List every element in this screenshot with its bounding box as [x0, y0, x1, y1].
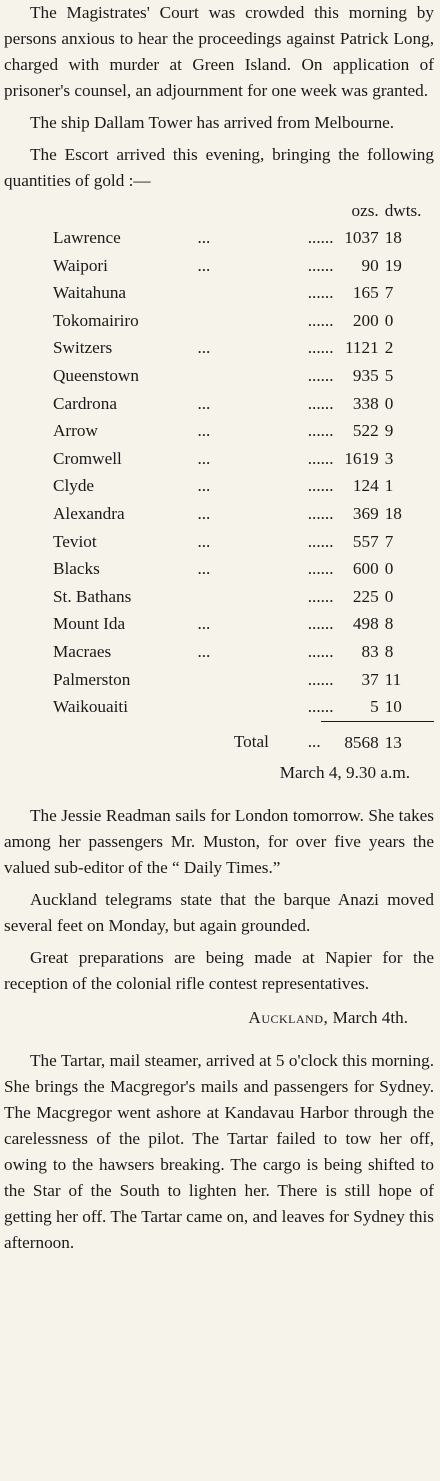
leader-dots: ...	[320, 255, 334, 275]
gold-table-row	[4, 445, 434, 473]
gold-table-row	[4, 610, 434, 638]
dwts-value: 1	[384, 476, 394, 496]
leader-dots: ...	[320, 338, 334, 358]
ozs-value	[321, 500, 385, 528]
dwts-value: 0	[384, 559, 394, 579]
place-name: Blacks	[53, 559, 100, 579]
gold-table-row	[4, 666, 434, 694]
leader-dots: ...	[307, 559, 321, 579]
leader-dots: ...	[197, 614, 211, 634]
dateline-place: Auckland,	[248, 1007, 329, 1027]
leader-dots: ...	[197, 476, 211, 496]
ozs-value	[321, 666, 385, 694]
ozs-number: 5	[370, 697, 379, 717]
place-name: Palmerston	[53, 669, 131, 689]
gold-table-row	[4, 693, 434, 721]
ozs-number: 1121	[344, 338, 379, 358]
leader-dots: ...	[320, 669, 334, 689]
place-name: Switzers	[53, 338, 113, 358]
place-name: Cardrona	[53, 393, 117, 413]
place-name: Alexandra	[53, 503, 125, 523]
dateline-auckland	[4, 1005, 434, 1031]
dwts-value: 8	[384, 614, 394, 634]
ozs-number: 935	[352, 365, 379, 385]
leader-dots	[197, 279, 268, 307]
gold-table-row	[4, 417, 434, 445]
leader-dots: ...	[197, 393, 211, 413]
ozs-number: 600	[352, 559, 379, 579]
ozs-value	[321, 279, 385, 307]
leader-dots: ...	[197, 531, 211, 551]
dwts-value: 0	[384, 586, 394, 606]
place-name: Waipori	[53, 255, 108, 275]
place-name: Teviot	[53, 531, 97, 551]
leader-dots: ...	[197, 641, 211, 661]
gold-table-row	[4, 638, 434, 666]
leader-dots: ...	[320, 614, 334, 634]
gold-table-row	[4, 555, 434, 583]
leader-dots: ...	[307, 365, 321, 385]
leader-dots	[197, 362, 268, 390]
place-name: Cromwell	[53, 448, 122, 468]
dwts-value: 0	[384, 310, 394, 330]
ozs-number: 1037	[344, 228, 379, 247]
ozs-number: 225	[352, 586, 379, 606]
leader-dots: ...	[307, 228, 321, 247]
leader-dots: ...	[307, 697, 321, 717]
leader-dots: ...	[320, 641, 334, 661]
leader-dots: ...	[307, 255, 321, 275]
dwts-value: 7	[384, 531, 394, 551]
dateline-date: March 4th.	[328, 1007, 408, 1027]
ozs-number: 338	[352, 393, 379, 413]
place-name: Arrow	[53, 421, 98, 441]
gold-table-units-row	[4, 198, 434, 224]
leader-dots: ...	[320, 448, 334, 468]
place-name: Macraes	[53, 641, 112, 661]
ozs-value	[321, 583, 385, 611]
gold-table-row	[4, 528, 434, 556]
ozs-value	[321, 252, 385, 280]
dwts-value: 18	[384, 228, 402, 247]
leader-dots: ...	[320, 310, 334, 330]
leader-dots: ...	[307, 283, 321, 303]
leader-dots	[197, 583, 268, 611]
paragraph-ship: The ship Dallam Tower has arrived from Melbourne.	[30, 113, 395, 132]
dwts-value: 11	[384, 669, 402, 689]
gold-table-total-row	[4, 721, 434, 764]
leader-dots: ...	[307, 448, 321, 468]
leader-dots: ...	[197, 338, 211, 358]
leader-dots: ...	[307, 421, 321, 441]
leader-dots: ...	[307, 641, 321, 661]
total-spacer	[4, 721, 197, 764]
paragraph-escort: The Escort arrived this evening, bringing the following quantities of gold :—	[4, 145, 434, 190]
ozs-number: 522	[352, 421, 379, 441]
leader-dots: ...	[320, 283, 334, 303]
paragraph-anazi: Auckland telegrams state that the barque Anazi moved several feet on Monday, but again grounded.	[4, 889, 434, 935]
leader-dots: ...	[307, 732, 321, 752]
dwts-value: 19	[384, 255, 402, 275]
place-name: Tokomairiro	[53, 310, 139, 330]
leader-dots: ...	[307, 586, 321, 606]
leader-dots: ...	[320, 393, 334, 413]
gold-table-row	[4, 307, 434, 335]
leader-dots: ...	[197, 559, 211, 579]
leader-dots: ...	[320, 421, 334, 441]
leader-dots: ...	[307, 531, 321, 551]
gold-table	[4, 198, 434, 764]
gold-table-row	[4, 390, 434, 418]
gold-table-row	[4, 472, 434, 500]
ozs-value	[321, 362, 385, 390]
leader-dots: ...	[320, 476, 334, 496]
dwts-value: 2	[384, 338, 394, 358]
place-name: Waitahuna	[53, 283, 127, 303]
leader-dots: ...	[197, 448, 211, 468]
paragraph-tartar: The Tartar, mail steamer, arrived at 5 o'clock this morning. She brings the Macgregor's mails and passengers for Sydney. The Macgregor went ashore at Kandavau Harbor through the carelessness of the pilot. The Tartar failed to tow her off, owing to the hawsers breaking. The cargo is being shifted to the Star of the South to lighten her. There is still hope of getting her off. The Tartar came on, and leaves for Sydney this afternoon.	[4, 1051, 434, 1253]
ozs-value	[321, 390, 385, 418]
dwts-value: 9	[384, 421, 394, 441]
leader-dots	[197, 666, 268, 694]
place-name: Queenstown	[53, 365, 139, 385]
dwts-value: 3	[384, 448, 394, 468]
gold-table-row	[4, 252, 434, 280]
ozs-value	[321, 307, 385, 335]
unit-dwts: dwts.	[384, 201, 422, 220]
dwts-value: 5	[384, 365, 394, 385]
ozs-number: 124	[352, 476, 379, 496]
place-name: Waikouaiti	[53, 697, 128, 717]
ozs-value	[321, 693, 385, 721]
gold-table-row	[4, 500, 434, 528]
ozs-value	[321, 445, 385, 473]
ozs-number: 369	[352, 503, 379, 523]
gold-table-row	[4, 362, 434, 390]
leader-dots: ...	[320, 503, 334, 523]
place-name: Lawrence	[53, 228, 121, 247]
ozs-value	[321, 417, 385, 445]
paragraph-court: The Magistrates' Court was crowded this morning by persons anxious to hear the proceedings against Patrick Long, charged with murder at Green Island. On application of prisoner's counsel, an adjournment for one week was granted.	[4, 3, 434, 100]
leader-dots: ...	[307, 669, 321, 689]
dwts-value: 10	[385, 693, 434, 721]
ozs-value	[321, 555, 385, 583]
ozs-number: 83	[361, 641, 379, 661]
leader-dots: ...	[197, 228, 211, 247]
leader-dots: ...	[320, 365, 334, 385]
leader-dots: ...	[197, 503, 211, 523]
total-label: Total	[233, 732, 269, 752]
ozs-value	[321, 638, 385, 666]
leader-dots: ...	[307, 338, 321, 358]
ozs-number: 90	[361, 255, 379, 275]
ozs-value	[321, 224, 385, 252]
dwts-value: 8	[384, 641, 394, 661]
place-name: Clyde	[53, 476, 95, 496]
total-dwts: 13	[384, 732, 402, 752]
leader-dots: ...	[320, 228, 334, 247]
gold-table-row	[4, 334, 434, 362]
leader-dots: ...	[307, 614, 321, 634]
leader-dots: ...	[320, 559, 334, 579]
total-ozs: 8568	[344, 732, 379, 752]
leader-dots: ...	[307, 310, 321, 330]
paragraph-jessie-readman: The Jessie Readman sails for London tomorrow. She takes among her passengers Mr. Muston, for over five years the valued sub-editor of the “ Daily Times.”	[4, 805, 434, 877]
ozs-number: 1619	[344, 448, 379, 468]
ozs-value	[321, 472, 385, 500]
gold-table-row	[4, 224, 434, 252]
ozs-number: 200	[352, 310, 379, 330]
ozs-value	[321, 334, 385, 362]
leader-dots: ...	[197, 421, 211, 441]
ozs-number: 557	[352, 531, 379, 551]
gold-table-row	[4, 583, 434, 611]
leader-dots: ...	[307, 503, 321, 523]
leader-dots: ...	[307, 476, 321, 496]
leader-dots	[197, 693, 268, 721]
leader-dots: ...	[320, 531, 334, 551]
leader-dots: ...	[320, 586, 334, 606]
place-name: Mount Ida	[53, 614, 126, 634]
ozs-value	[321, 610, 385, 638]
leader-dots: ...	[197, 255, 211, 275]
unit-ozs: ozs.	[351, 201, 379, 220]
dwts-value: 0	[384, 393, 394, 413]
ozs-number: 37	[361, 669, 379, 689]
dwts-value: 7	[384, 283, 394, 303]
gold-table-row	[4, 279, 434, 307]
ozs-number: 498	[352, 614, 379, 634]
ozs-number: 165	[352, 283, 379, 303]
leader-dots: ...	[320, 697, 334, 717]
ozs-value	[321, 528, 385, 556]
dwts-value: 18	[384, 503, 402, 523]
paragraph-napier: Great preparations are being made at Napier for the reception of the colonial rifle contest representatives.	[4, 947, 434, 993]
leader-dots: ...	[307, 393, 321, 413]
dateline-march-4: March 4, 9.30 a.m.	[279, 762, 410, 782]
leader-dots	[197, 307, 268, 335]
place-name: St. Bathans	[53, 586, 132, 606]
